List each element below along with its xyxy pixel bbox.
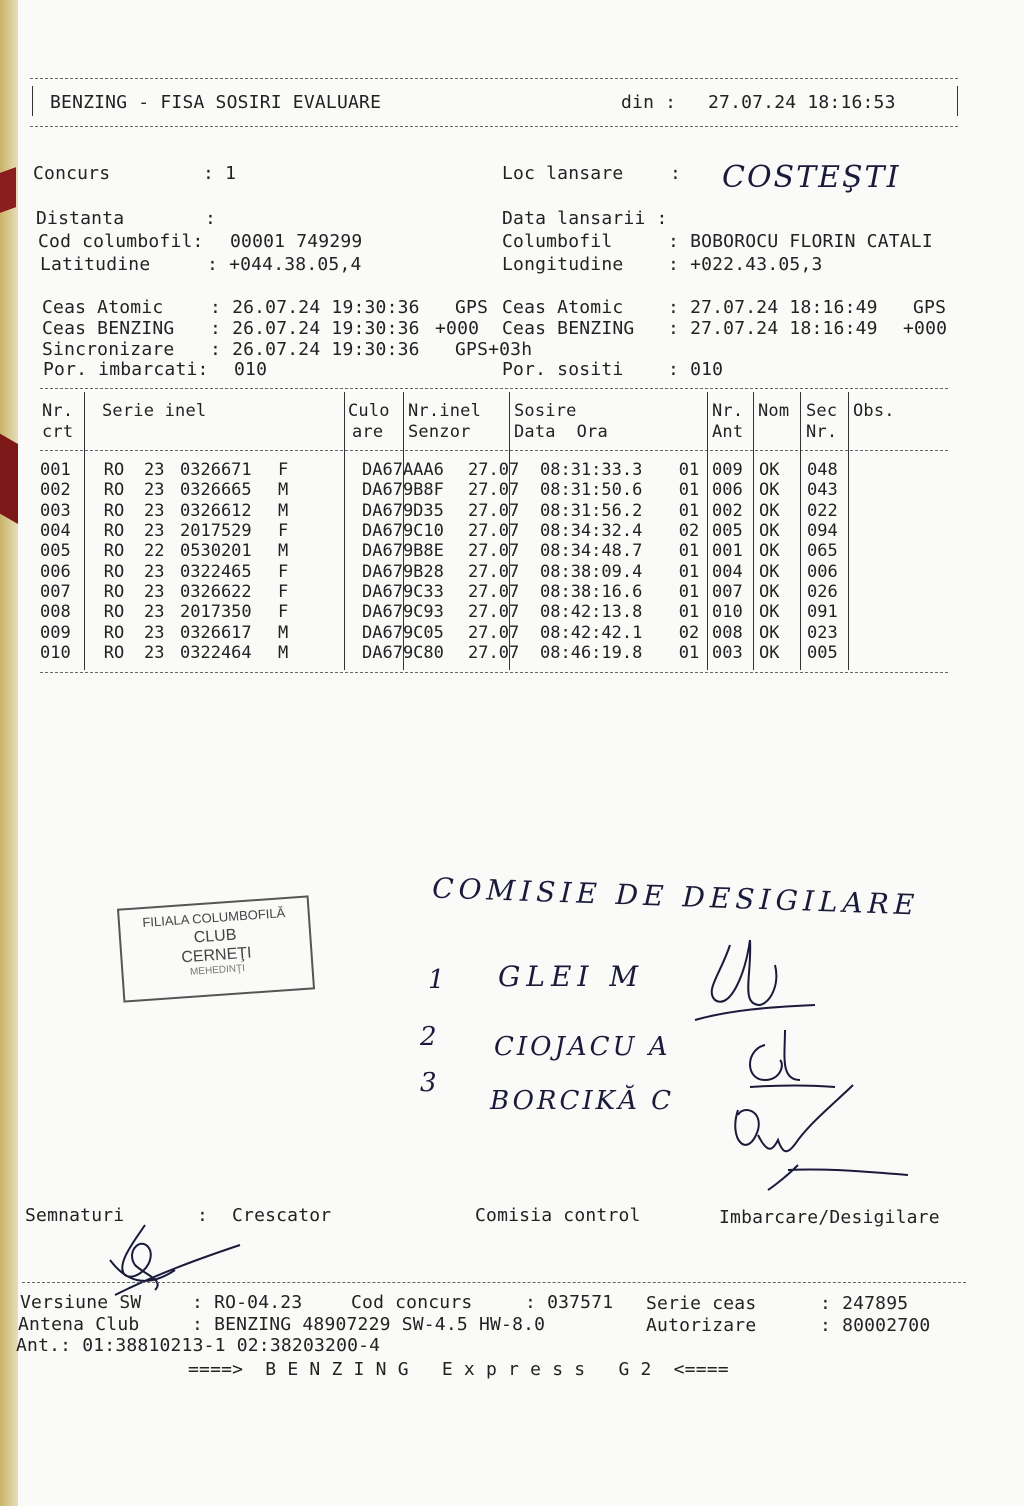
ring-sex: F <box>278 521 289 542</box>
culoare-cell <box>300 622 362 642</box>
table-row <box>40 643 857 663</box>
antenna-number: 01 <box>678 602 700 623</box>
antenna-number: 01 <box>678 500 700 521</box>
row-number: 008 <box>40 602 71 623</box>
nom-cell: 008 <box>712 622 743 643</box>
crescator-label: Crescator <box>232 1205 332 1226</box>
row-number: 007 <box>40 581 71 602</box>
header-data-ora: Data Ora <box>514 422 608 442</box>
nom-cell: 010 <box>712 602 743 623</box>
header-culoare: Culo <box>348 401 390 421</box>
ring-country: RO <box>103 500 125 521</box>
arrival-time: 08:34:48.7 <box>540 541 643 562</box>
nom-cell: 004 <box>712 561 743 582</box>
ring-number: 2017529 <box>180 521 252 542</box>
ring-sex: M <box>278 622 289 643</box>
antenna-number: 01 <box>678 460 700 481</box>
sensor-ring: DA679C93 <box>362 602 444 623</box>
ring-country: RO <box>103 541 125 562</box>
culoare-cell <box>300 541 362 561</box>
ring-sex: F <box>278 581 289 602</box>
distanta-value: : <box>205 208 217 229</box>
header-top-border <box>30 78 958 79</box>
header-nom: Nom <box>758 401 790 421</box>
antenna-number: 02 <box>678 521 700 542</box>
header-serie-inel: Serie inel <box>102 401 207 421</box>
ring-country: RO <box>103 622 125 643</box>
sincronizare-suffix: GPS+03h <box>455 339 533 360</box>
ring-year: 22 <box>144 541 165 562</box>
ring-country: RO <box>103 602 125 623</box>
din-label: din : <box>621 92 677 113</box>
commission-member-name: CIOJACU A <box>494 1032 671 1062</box>
culoare-cell <box>300 602 362 622</box>
ring-number: 0326622 <box>180 581 252 602</box>
commission-heading: COMISIE DE DESIGILARE <box>431 871 920 922</box>
table-row <box>40 602 857 622</box>
arrival-time: 08:42:13.8 <box>540 602 643 623</box>
ceas-atomic-right-label: Ceas Atomic <box>502 297 624 318</box>
sec-status: OK <box>759 480 780 501</box>
ceas-benzing-left-suffix: +000 <box>435 318 480 339</box>
table-row <box>40 561 857 581</box>
latitudine-value: : +044.38.05,4 <box>207 254 362 275</box>
ring-year: 23 <box>144 521 165 542</box>
ceas-benzing-left-label: Ceas BENZING <box>42 318 175 339</box>
ring-year: 23 <box>144 480 165 501</box>
brand-line: ====> B E N Z I N G E x p r e s s G 2 <==== <box>188 1359 729 1380</box>
ring-country: RO <box>103 642 125 663</box>
row-number: 005 <box>40 541 71 562</box>
data-lansarii-label: Data lansarii : <box>502 208 668 229</box>
por-imbarcati-value: 010 <box>234 359 268 380</box>
header-left-border <box>32 86 33 116</box>
commission-member-name: GLEI M <box>498 960 645 993</box>
cod-columbofil-label: Cod columbofil: <box>38 231 204 252</box>
obs-cell: 048 <box>807 460 838 481</box>
sincronizare-label: Sincronizare <box>42 339 175 360</box>
nom-cell: 002 <box>712 500 743 521</box>
arrival-date: 27.07 <box>468 561 520 582</box>
loc-lansare-handwritten: COSTEŞTI <box>722 160 901 195</box>
row-number: 002 <box>40 480 71 501</box>
header-sosire: Sosire <box>514 401 577 421</box>
ring-country: RO <box>103 561 125 582</box>
header-sec: Sec <box>806 401 838 421</box>
culoare-cell <box>300 460 362 480</box>
sincronizare-value: : 26.07.24 19:30:36 <box>210 339 420 360</box>
table-header-top-border <box>40 388 948 389</box>
sec-status: OK <box>759 622 780 643</box>
sensor-ring: DA679C10 <box>362 521 444 542</box>
row-number: 001 <box>40 460 71 481</box>
table-row <box>40 501 857 521</box>
header-sec-nr: Nr. <box>806 422 838 442</box>
ring-sex: M <box>278 500 289 521</box>
obs-cell: 022 <box>807 500 838 521</box>
cod-columbofil-value: 00001 749299 <box>230 231 363 252</box>
semnaturi-sep: : <box>197 1205 209 1226</box>
table-row <box>40 622 857 642</box>
ring-year: 23 <box>144 460 165 481</box>
arrival-date: 27.07 <box>468 581 520 602</box>
imbarcare-desigilare-label: Imbarcare/Desigilare <box>719 1207 940 1228</box>
arrival-date: 27.07 <box>468 480 520 501</box>
ring-number: 0530201 <box>180 541 252 562</box>
sensor-ring: DA679C80 <box>362 642 444 663</box>
antenna-number: 01 <box>678 541 700 562</box>
comisia-control-label: Comisia control <box>475 1205 641 1226</box>
sec-status: OK <box>759 541 780 562</box>
sensor-ring: DA679D35 <box>362 500 444 521</box>
concurs-label: Concurs <box>33 163 111 184</box>
semnaturi-label: Semnaturi <box>25 1205 125 1226</box>
sensor-ring: DA67AAA6 <box>362 460 444 481</box>
commission-member-number: 2 <box>420 1022 437 1052</box>
ring-sex: M <box>278 480 289 501</box>
arrival-date: 27.07 <box>468 500 520 521</box>
autorizare-value: : 80002700 <box>820 1315 931 1336</box>
header-nr-crt: crt <box>42 422 74 442</box>
serie-ceas-value: : 247895 <box>820 1293 909 1314</box>
culoare-cell <box>300 501 362 521</box>
commission-member-number: 3 <box>420 1068 437 1098</box>
ring-year: 23 <box>144 602 165 623</box>
ceas-atomic-left-suffix: GPS <box>455 297 489 318</box>
row-number: 004 <box>40 521 71 542</box>
nom-cell: 005 <box>712 521 743 542</box>
crescator-signature <box>95 1220 245 1300</box>
header-nr-crt: Nr. <box>42 401 74 421</box>
signature-3 <box>728 1080 918 1200</box>
ceas-atomic-right-value: : 27.07.24 18:16:49 <box>668 297 878 318</box>
obs-cell: 043 <box>807 480 838 501</box>
header-nr-ant: Nr. <box>712 401 744 421</box>
header-bottom-border <box>30 126 958 127</box>
ring-country: RO <box>103 480 125 501</box>
sensor-ring: DA679B8F <box>362 480 444 501</box>
autorizare-label: Autorizare <box>646 1315 757 1336</box>
sec-status: OK <box>759 460 780 481</box>
arrival-date: 27.07 <box>468 521 520 542</box>
din-value: 27.07.24 18:16:53 <box>708 92 896 113</box>
ceas-benzing-right-label: Ceas BENZING <box>502 318 635 339</box>
stamp-line: FILIALA COLUMBOFILĂ <box>141 905 286 931</box>
header-obs: Obs. <box>853 401 895 421</box>
row-number: 003 <box>40 500 71 521</box>
ring-number: 0326612 <box>180 500 252 521</box>
row-number: 010 <box>40 642 71 663</box>
nom-cell: 006 <box>712 480 743 501</box>
antenna-number: 02 <box>678 622 700 643</box>
signature-1 <box>690 935 820 1030</box>
ring-number: 0322464 <box>180 642 252 663</box>
nom-cell: 003 <box>712 642 743 663</box>
columbofil-value: : BOBOROCU FLORIN CATALI <box>668 231 933 252</box>
stamp-line: CLUB <box>193 926 238 947</box>
arrivals-table <box>40 460 857 663</box>
club-stamp <box>117 895 315 1002</box>
stamp-line: CERNEŢI <box>180 944 253 967</box>
columbofil-label: Columbofil <box>502 231 613 252</box>
ring-sex: F <box>278 460 289 481</box>
ring-sex: M <box>278 642 289 663</box>
arrival-time: 08:38:16.6 <box>540 581 643 602</box>
sensor-ring: DA679B8E <box>362 541 444 562</box>
sec-status: OK <box>759 521 780 542</box>
ring-year: 23 <box>144 642 165 663</box>
ceas-benzing-left-value: : 26.07.24 19:30:36 <box>210 318 420 339</box>
sec-status: OK <box>759 561 780 582</box>
ceas-atomic-right-suffix: GPS <box>913 297 947 318</box>
nom-cell: 009 <box>712 460 743 481</box>
arrival-time: 08:34:32.4 <box>540 521 643 542</box>
ring-year: 23 <box>144 561 165 582</box>
nom-cell: 007 <box>712 581 743 602</box>
latitudine-label: Latitudine <box>40 254 151 275</box>
ceas-benzing-right-suffix: +000 <box>903 318 948 339</box>
por-imbarcati-label: Por. imbarcati: <box>43 359 209 380</box>
antenna-number: 01 <box>678 561 700 582</box>
header-senzor: Senzor <box>408 422 471 442</box>
ring-number: 0322465 <box>180 561 252 582</box>
ring-country: RO <box>103 581 125 602</box>
loc-lansare-label: Loc lansare <box>502 163 624 184</box>
longitudine-value: : +022.43.05,3 <box>668 254 823 275</box>
ring-number: 0326617 <box>180 622 252 643</box>
culoare-cell <box>300 480 362 500</box>
ring-year: 23 <box>144 622 165 643</box>
arrival-date: 27.07 <box>468 460 520 481</box>
ring-country: RO <box>103 460 125 481</box>
culoare-cell <box>300 561 362 581</box>
ring-number: 2017350 <box>180 602 252 623</box>
header-right-border <box>957 86 958 116</box>
ceas-atomic-left-label: Ceas Atomic <box>42 297 164 318</box>
distanta-label: Distanta <box>36 208 125 229</box>
obs-cell: 094 <box>807 521 838 542</box>
loc-lansare-sep: : <box>670 163 682 184</box>
obs-cell: 065 <box>807 541 838 562</box>
arrival-date: 27.07 <box>468 642 520 663</box>
cod-concurs-value: : 037571 <box>525 1292 614 1313</box>
table-header-bottom-border <box>40 450 948 451</box>
serie-ceas-label: Serie ceas <box>646 1293 757 1314</box>
arrival-date: 27.07 <box>468 541 520 562</box>
ring-number: 0326665 <box>180 480 252 501</box>
table-bottom-border <box>40 672 948 673</box>
culoare-cell <box>300 582 362 602</box>
obs-cell: 006 <box>807 561 838 582</box>
culoare-cell <box>300 643 362 663</box>
ring-number: 0326671 <box>180 460 252 481</box>
table-row <box>40 541 857 561</box>
commission-member-name: BORCIKĂ C <box>490 1086 675 1116</box>
antenna-number: 01 <box>678 642 700 663</box>
ring-sex: F <box>278 602 289 623</box>
obs-cell: 026 <box>807 581 838 602</box>
antena-label: Antena Club <box>18 1314 140 1335</box>
sensor-ring: DA679C33 <box>362 581 444 602</box>
por-sositi-label: Por. sositi <box>502 359 624 380</box>
header-nr-inel: Nr.inel <box>408 401 482 421</box>
arrival-time: 08:46:19.8 <box>540 642 643 663</box>
sec-status: OK <box>759 642 780 663</box>
ring-year: 23 <box>144 500 165 521</box>
background-object <box>0 167 16 213</box>
ring-year: 23 <box>144 581 165 602</box>
table-row <box>40 582 857 602</box>
table-row <box>40 521 857 541</box>
ring-sex: M <box>278 541 289 562</box>
por-sositi-value: : 010 <box>668 359 724 380</box>
cod-concurs-label: Cod concurs <box>351 1292 473 1313</box>
concurs-value: : 1 <box>203 163 237 184</box>
header-nr-ant: Ant <box>712 422 744 442</box>
culoare-cell <box>300 521 362 541</box>
ceas-benzing-right-value: : 27.07.24 18:16:49 <box>668 318 878 339</box>
longitudine-label: Longitudine <box>502 254 624 275</box>
arrival-time: 08:31:33.3 <box>540 460 643 481</box>
sensor-ring: DA679C05 <box>362 622 444 643</box>
sec-status: OK <box>759 581 780 602</box>
header-culoare: are <box>352 422 384 442</box>
ceas-atomic-left-value: : 26.07.24 19:30:36 <box>210 297 420 318</box>
antena-value: : BENZING 48907229 SW-4.5 HW-8.0 <box>192 1314 546 1335</box>
stamp-line: MEHEDINŢI <box>189 963 246 978</box>
table-row <box>40 480 857 500</box>
obs-cell: 023 <box>807 622 838 643</box>
versiune-label: Versiune SW <box>20 1292 142 1313</box>
antenna-ids: Ant.: 01:38810213-1 02:38203200-4 <box>16 1335 381 1356</box>
document-title: BENZING - FISA SOSIRI EVALUARE <box>50 92 382 113</box>
arrival-time: 08:31:56.2 <box>540 500 643 521</box>
arrival-time: 08:31:50.6 <box>540 480 643 501</box>
antenna-number: 01 <box>678 480 700 501</box>
sensor-ring: DA679B28 <box>362 561 444 582</box>
sec-status: OK <box>759 602 780 623</box>
commission-member-number: 1 <box>428 965 445 995</box>
row-number: 009 <box>40 622 71 643</box>
arrival-date: 27.07 <box>468 602 520 623</box>
nom-cell: 001 <box>712 541 743 562</box>
versiune-value: : RO-04.23 <box>192 1292 303 1313</box>
footer-divider <box>22 1282 966 1283</box>
arrival-time: 08:38:09.4 <box>540 561 643 582</box>
ring-country: RO <box>103 521 125 542</box>
sec-status: OK <box>759 500 780 521</box>
row-number: 006 <box>40 561 71 582</box>
table-row <box>40 460 857 480</box>
antenna-number: 01 <box>678 581 700 602</box>
obs-cell: 005 <box>807 642 838 663</box>
arrival-time: 08:42:42.1 <box>540 622 643 643</box>
arrival-date: 27.07 <box>468 622 520 643</box>
obs-cell: 091 <box>807 602 838 623</box>
ring-sex: F <box>278 561 289 582</box>
